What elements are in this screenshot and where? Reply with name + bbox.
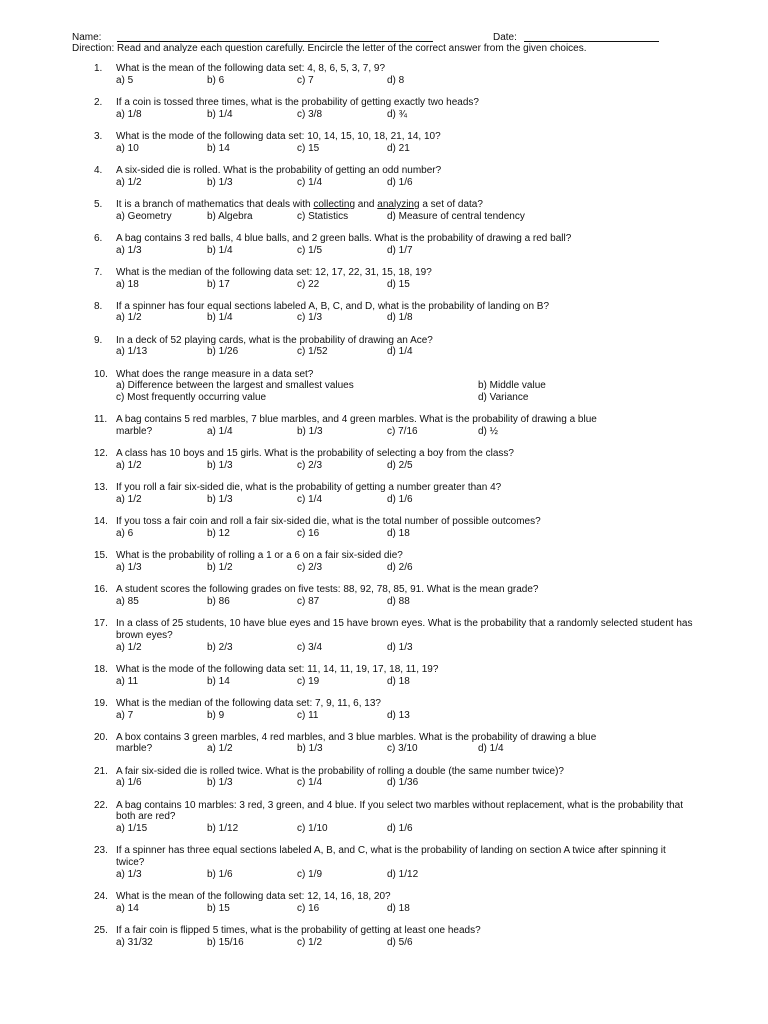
question-number: 22. (94, 799, 108, 811)
choice-d[interactable]: d) 18 (387, 675, 410, 687)
choice-c[interactable]: c) 22 (297, 278, 320, 290)
question-number: 24. (94, 891, 108, 903)
question-stem: A box contains 3 green marbles, 4 red marbles, and 3 blue marbles. What is the probability of drawing a blue (116, 731, 597, 743)
question-number: 18. (94, 663, 108, 675)
name-blank-line[interactable] (117, 41, 433, 42)
question-number: 6. (94, 232, 103, 244)
choice-b[interactable]: b) 15/16 (207, 936, 244, 948)
choice-b[interactable]: b) 2/3 (207, 641, 233, 653)
question-stem: It is a branch of mathematics that deals with collecting and analyzing a set of data? (116, 198, 483, 210)
choice-c[interactable]: c) 3/10 (387, 743, 418, 755)
question-16 (0, 584, 768, 607)
choice-d[interactable]: d) Measure of central tendency (387, 210, 525, 222)
choice-a[interactable]: a) 31/32 (116, 936, 153, 948)
choice-b[interactable]: b) 1/3 (207, 460, 233, 472)
question-2 (0, 97, 768, 120)
question-17 (0, 618, 768, 653)
question-stem: What is the mode of the following data set: 11, 14, 11, 19, 17, 18, 11, 19? (116, 663, 439, 675)
choice-d[interactable]: d) 1/3 (387, 641, 413, 653)
question-number: 3. (94, 130, 103, 142)
question-6 (0, 233, 768, 256)
question-number: 1. (94, 63, 103, 74)
choice-c[interactable]: c) Statistics (297, 210, 349, 222)
question-stem: What does the range measure in a data set? (116, 368, 314, 380)
choice-d[interactable]: d) 1/6 (387, 176, 413, 188)
choice-row (0, 743, 768, 755)
question-stem: A bag contains 3 red balls, 4 blue balls, and 2 green balls. What is the probability of drawing a red ball? (116, 232, 572, 244)
question-number: 13. (94, 482, 108, 494)
choice-b[interactable]: b) 1/12 (207, 823, 239, 835)
choice-row (0, 346, 768, 358)
question-number: 21. (94, 765, 108, 777)
question-stem: In a deck of 52 playing cards, what is the probability of drawing an Ace? (116, 334, 433, 346)
choice-a[interactable]: a) 6 (116, 527, 134, 539)
choice-c[interactable]: c) 87 (297, 595, 320, 607)
choice-a[interactable]: a) 1/2 (116, 176, 142, 188)
choice-a[interactable]: a) 1/6 (116, 777, 142, 789)
choice-c[interactable]: c) 16 (297, 902, 320, 914)
question-number: 11. (94, 414, 108, 426)
choice-b[interactable]: b) 14 (207, 675, 230, 687)
choice-b[interactable]: b) 1/2 (207, 561, 233, 573)
choice-c[interactable]: c) 11 (297, 709, 319, 721)
question-stem: A six-sided die is rolled. What is the probability of getting an odd number? (116, 164, 442, 176)
choice-a[interactable]: a) 14 (116, 902, 139, 914)
choice-b[interactable]: b) 1/3 (207, 777, 233, 789)
choice-row (0, 109, 768, 121)
question-stem: A fair six-sided die is rolled twice. What is the probability of rolling a double (the same number twice)? (116, 765, 564, 777)
choice-b[interactable]: b) 1/4 (207, 108, 233, 120)
choice-b[interactable]: b) 6 (207, 74, 225, 86)
question-number: 8. (94, 300, 103, 312)
question-number: 4. (94, 164, 103, 176)
choice-a[interactable]: a) 1/8 (116, 108, 142, 120)
choice-c[interactable]: c) 1/52 (297, 346, 328, 358)
question-20 (0, 732, 768, 755)
choice-row (0, 903, 768, 915)
question-stem: What is the mean of the following data set: 4, 8, 6, 5, 3, 7, 9? (116, 63, 386, 74)
choice-c[interactable]: c) 1/10 (297, 823, 328, 835)
choice-d[interactable]: d) 1/7 (387, 244, 413, 256)
choice-a[interactable]: a) 85 (116, 595, 139, 607)
question-number: 15. (94, 550, 108, 562)
choice-row (0, 777, 768, 789)
choice-c[interactable]: c) 19 (297, 675, 320, 687)
question-stem: A class has 10 boys and 15 girls. What is the probability of selecting a boy from the class? (116, 448, 514, 460)
question-stem-continuation: marble? (116, 743, 153, 755)
name-label: Name: (72, 32, 102, 43)
date-blank-line[interactable] (524, 41, 659, 42)
question-stem: In a class of 25 students, 10 have blue eyes and 15 have brown eyes. What is the probability that a randomly selected student has brown eyes? (116, 618, 693, 641)
choice-b[interactable]: b) 1/3 (297, 743, 323, 755)
question-19 (0, 698, 768, 721)
question-stem: What is the median of the following data set: 7, 9, 11, 6, 13? (116, 697, 381, 709)
question-stem: If a coin is tossed three times, what is the probability of getting exactly two heads? (116, 96, 479, 108)
choice-b[interactable]: b) 9 (207, 709, 225, 721)
choice-row (0, 143, 768, 155)
question-5 (0, 199, 768, 222)
question-4 (0, 165, 768, 188)
question-12 (0, 448, 768, 471)
choice-b[interactable]: b) 17 (207, 278, 230, 290)
choice-b[interactable]: b) Middle value (478, 380, 546, 392)
question-15 (0, 550, 768, 573)
choice-d[interactable]: d) 5/6 (387, 936, 413, 948)
question-number: 9. (94, 334, 103, 346)
date-label: Date: (493, 32, 517, 43)
choice-a[interactable]: a) 1/15 (116, 823, 148, 835)
question-number: 2. (94, 96, 103, 108)
question-list (0, 63, 768, 959)
choice-row (0, 494, 768, 506)
choice-d[interactable]: d) 15 (387, 278, 410, 290)
question-stem: A bag contains 10 marbles: 3 red, 3 green, and 4 blue. If you select two marbles without replacement, what is the probability that both are red? (116, 799, 683, 823)
question-stem: What is the median of the following data set: 12, 17, 22, 31, 15, 18, 19? (116, 266, 432, 278)
choice-a[interactable]: a) Difference between the largest and smallest values (116, 380, 354, 392)
choice-a[interactable]: a) 1/2 (116, 460, 142, 472)
choice-b[interactable]: b) 1/26 (207, 346, 239, 358)
question-number: 16. (94, 584, 108, 596)
choice-row (0, 177, 768, 189)
choice-a[interactable]: a) 7 (116, 709, 134, 721)
question-number: 14. (94, 516, 108, 528)
choice-b[interactable]: b) 1/6 (207, 868, 233, 880)
choice-c[interactable]: c) Most frequently occurring value (116, 392, 267, 404)
choice-c[interactable]: c) 15 (297, 142, 320, 154)
question-number: 12. (94, 448, 108, 460)
choice-c[interactable]: c) 1/2 (297, 936, 323, 948)
choice-row (0, 676, 768, 688)
question-number: 19. (94, 697, 108, 709)
choice-row (0, 710, 768, 722)
choice-row (0, 562, 768, 574)
choice-c[interactable]: c) 3/4 (297, 641, 323, 653)
question-stem: A bag contains 5 red marbles, 7 blue marbles, and 4 green marbles. What is the probability of drawing a blue (116, 414, 597, 426)
choice-b[interactable]: b) Algebra (207, 210, 253, 222)
choice-row (0, 460, 768, 472)
question-14 (0, 516, 768, 539)
choice-a[interactable]: a) 1/2 (116, 494, 142, 505)
choice-row (0, 937, 768, 949)
choice-b[interactable]: b) 1/4 (207, 244, 233, 256)
choice-d[interactable]: d) 1/8 (387, 312, 413, 324)
question-number: 17. (94, 618, 108, 630)
choice-a[interactable]: a) 1/3 (116, 561, 142, 573)
choice-b[interactable]: b) 86 (207, 595, 230, 607)
question-number: 10. (94, 368, 108, 380)
question-3 (0, 131, 768, 154)
choice-d[interactable]: d) 88 (387, 595, 410, 607)
choice-row (0, 642, 768, 654)
choice-row (0, 211, 768, 223)
choice-c[interactable]: c) 1/5 (297, 244, 323, 256)
choice-c[interactable]: c) 16 (297, 527, 320, 539)
question-7 (0, 267, 768, 290)
choice-d[interactable]: d) 1/6 (387, 494, 413, 505)
question-number: 25. (94, 925, 108, 936)
question-stem: If you roll a fair six-sided die, what is the probability of getting a number greater than 4? (116, 482, 502, 494)
choice-b[interactable]: b) 1/3 (207, 494, 233, 505)
choice-row (0, 380, 768, 392)
question-10 (0, 369, 768, 404)
question-9 (0, 335, 768, 358)
choice-d[interactable]: d) 2/6 (387, 561, 413, 573)
choice-b[interactable]: b) 12 (207, 527, 230, 539)
choice-d[interactable]: d) 13 (387, 709, 410, 721)
choice-d[interactable]: d) 21 (387, 142, 410, 154)
choice-a[interactable]: a) Geometry (116, 210, 172, 222)
choice-c[interactable]: c) 7 (297, 74, 314, 86)
choice-row (0, 392, 768, 404)
question-21 (0, 766, 768, 789)
choice-d[interactable]: d) ½ (478, 426, 499, 438)
choice-d[interactable]: d) 1/12 (387, 868, 419, 880)
question-18 (0, 664, 768, 687)
choice-c[interactable]: c) 2/3 (297, 460, 323, 472)
question-number: 5. (94, 198, 103, 210)
question-stem: If you toss a fair coin and roll a fair six-sided die, what is the total number of possible outcomes? (116, 516, 541, 528)
question-11 (0, 414, 768, 437)
question-1 (0, 63, 768, 86)
question-25 (0, 925, 768, 948)
choice-c[interactable]: c) 1/3 (297, 312, 323, 324)
choice-d[interactable]: d) 1/36 (387, 777, 419, 789)
choice-a[interactable]: a) 1/4 (207, 426, 233, 438)
choice-c[interactable]: c) 3/8 (297, 108, 323, 120)
question-stem: If a spinner has three equal sections labeled A, B, and C, what is the probability of landing on section A twice after spinning it twice? (116, 845, 666, 869)
choice-b[interactable]: b) 15 (207, 902, 230, 914)
question-number: 20. (94, 731, 108, 743)
question-stem: A student scores the following grades on five tests: 88, 92, 78, 85, 91. What is the mean grade? (116, 584, 539, 596)
question-number: 23. (94, 845, 108, 857)
question-24 (0, 891, 768, 914)
choice-row (0, 596, 768, 608)
question-stem: If a spinner has four equal sections labeled A, B, C, and D, what is the probability of landing on B? (116, 300, 550, 312)
choice-row (0, 279, 768, 291)
choice-b[interactable]: b) 14 (207, 142, 230, 154)
choice-a[interactable]: a) 1/2 (207, 743, 233, 755)
choice-a[interactable]: a) 11 (116, 675, 139, 687)
choice-b[interactable]: b) 1/4 (207, 312, 233, 324)
question-23 (0, 845, 768, 880)
question-13 (0, 482, 768, 505)
choice-a[interactable]: a) 5 (116, 74, 134, 86)
choice-d[interactable]: d) 1/4 (478, 743, 504, 755)
question-stem: What is the probability of rolling a 1 or a 6 on a fair six-sided die? (116, 550, 403, 562)
choice-a[interactable]: a) 1/13 (116, 346, 148, 358)
choice-b[interactable]: b) 1/3 (297, 426, 323, 438)
choice-d[interactable]: d) 8 (387, 74, 405, 86)
choice-c[interactable]: c) 1/4 (297, 176, 323, 188)
choice-c[interactable]: c) 1/4 (297, 494, 323, 505)
choice-row (0, 312, 768, 324)
choice-a[interactable]: a) 1/3 (116, 244, 142, 256)
choice-b[interactable]: b) 1/3 (207, 176, 233, 188)
choice-a[interactable]: a) 18 (116, 278, 139, 290)
choice-row (0, 245, 768, 257)
choice-c[interactable]: c) 1/4 (297, 777, 323, 789)
choice-d[interactable]: d) Variance (478, 392, 529, 404)
choice-a[interactable]: a) 1/2 (116, 641, 142, 653)
directions-text: Direction: Read and analyze each question carefully. Encircle the letter of the correct answer from the given choices. (72, 43, 587, 54)
choice-d[interactable]: d) 2/5 (387, 460, 413, 472)
choice-c[interactable]: c) 2/3 (297, 561, 323, 573)
choice-a[interactable]: a) 1/3 (116, 868, 142, 880)
choice-d[interactable]: d) ¾ (387, 108, 408, 120)
choice-d[interactable]: d) 1/4 (387, 346, 413, 358)
choice-c[interactable]: c) 7/16 (387, 426, 418, 438)
question-stem-continuation: marble? (116, 426, 153, 438)
choice-row (0, 823, 768, 835)
choice-row (0, 426, 768, 438)
question-stem: If a fair coin is flipped 5 times, what is the probability of getting at least one heads? (116, 925, 481, 936)
choice-d[interactable]: d) 1/6 (387, 823, 413, 835)
choice-row (0, 75, 768, 87)
question-stem: What is the mean of the following data set: 12, 14, 16, 18, 20? (116, 891, 391, 903)
choice-a[interactable]: a) 10 (116, 142, 139, 154)
question-stem: What is the mode of the following data set: 10, 14, 15, 10, 18, 21, 14, 10? (116, 130, 441, 142)
choice-row (0, 528, 768, 540)
question-8 (0, 301, 768, 324)
choice-row (0, 869, 768, 881)
choice-a[interactable]: a) 1/2 (116, 312, 142, 324)
question-22 (0, 800, 768, 835)
question-number: 7. (94, 266, 103, 278)
choice-d[interactable]: d) 18 (387, 527, 410, 539)
choice-c[interactable]: c) 1/9 (297, 868, 323, 880)
choice-d[interactable]: d) 18 (387, 902, 410, 914)
